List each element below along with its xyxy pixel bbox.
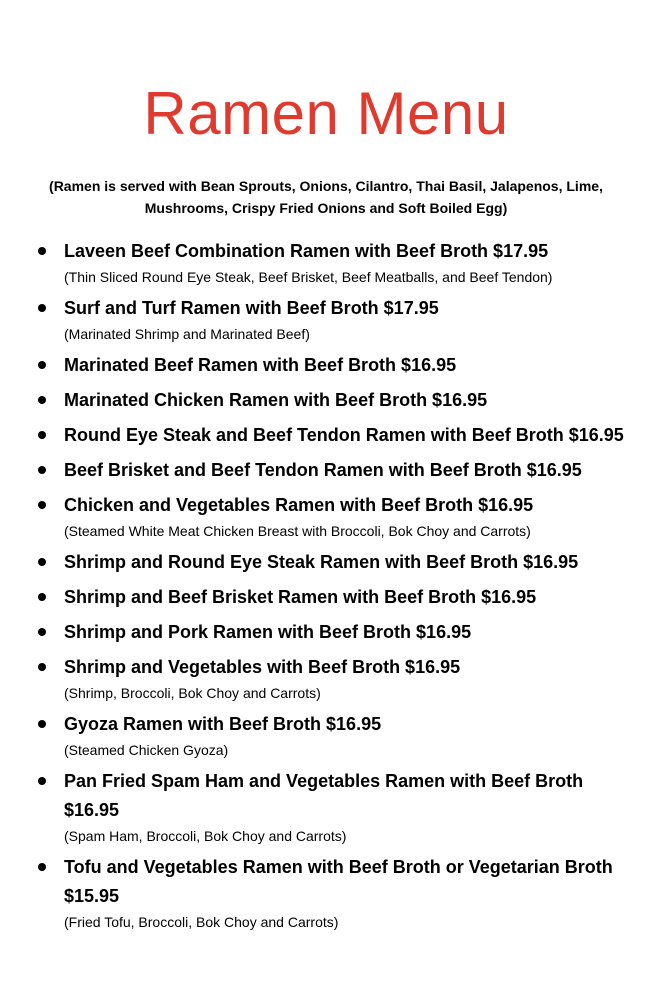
menu-item bbox=[0, 710, 652, 761]
bullet-icon bbox=[38, 593, 46, 601]
menu-item bbox=[0, 351, 652, 380]
menu-item bbox=[0, 421, 652, 450]
menu-item bbox=[0, 491, 652, 542]
menu-item-name: Round Eye Steak and Beef Tendon Ramen with Beef Broth $16.95 bbox=[64, 425, 624, 445]
menu-item-description: (Fried Tofu, Broccoli, Bok Choy and Carrots) bbox=[64, 914, 339, 930]
menu-item-name: Marinated Chicken Ramen with Beef Broth $16.95 bbox=[64, 390, 488, 410]
menu-item bbox=[0, 853, 652, 933]
menu-item-description: (Thin Sliced Round Eye Steak, Beef Brisket, Beef Meatballs, and Beef Tendon) bbox=[64, 269, 553, 285]
bullet-icon bbox=[38, 247, 46, 255]
bullet-icon bbox=[38, 663, 46, 671]
menu-item-name: Tofu and Vegetables Ramen with Beef Broth or Vegetarian Broth $15.95 bbox=[64, 857, 613, 906]
bullet-icon bbox=[38, 720, 46, 728]
menu-item bbox=[0, 294, 652, 345]
menu-item bbox=[0, 767, 652, 847]
menu-item-name: Laveen Beef Combination Ramen with Beef Broth $17.95 bbox=[64, 241, 549, 261]
menu-item-name: Marinated Beef Ramen with Beef Broth $16.95 bbox=[64, 355, 457, 375]
menu-item-name: Shrimp and Round Eye Steak Ramen with Beef Broth $16.95 bbox=[64, 552, 579, 572]
menu-item-description: (Steamed Chicken Gyoza) bbox=[64, 742, 229, 758]
menu-item-description: (Marinated Shrimp and Marinated Beef) bbox=[64, 326, 310, 342]
bullet-icon bbox=[38, 304, 46, 312]
menu-item-name: Shrimp and Vegetables with Beef Broth $16.95 bbox=[64, 657, 461, 677]
menu-item bbox=[0, 456, 652, 485]
bullet-icon bbox=[38, 466, 46, 474]
menu-item-description: (Spam Ham, Broccoli, Bok Choy and Carrots) bbox=[64, 828, 347, 844]
menu-item-name: Beef Brisket and Beef Tendon Ramen with Beef Broth $16.95 bbox=[64, 460, 582, 480]
menu-item bbox=[0, 237, 652, 288]
menu-item bbox=[0, 583, 652, 612]
bullet-icon bbox=[38, 501, 46, 509]
bullet-icon bbox=[38, 558, 46, 566]
menu-item-name: Gyoza Ramen with Beef Broth $16.95 bbox=[64, 714, 382, 734]
menu-item bbox=[0, 618, 652, 647]
menu-item-name: Pan Fried Spam Ham and Vegetables Ramen with Beef Broth $16.95 bbox=[64, 771, 584, 820]
menu-item bbox=[0, 548, 652, 577]
menu-item-name: Shrimp and Pork Ramen with Beef Broth $16.95 bbox=[64, 622, 472, 642]
menu-item-description: (Steamed White Meat Chicken Breast with Broccoli, Bok Choy and Carrots) bbox=[64, 523, 531, 539]
bullet-icon bbox=[38, 396, 46, 404]
menu-item bbox=[0, 653, 652, 704]
bullet-icon bbox=[38, 777, 46, 785]
menu-item-name: Surf and Turf Ramen with Beef Broth $17.95 bbox=[64, 298, 439, 318]
serving-note: (Ramen is served with Bean Sprouts, Onions, Cilantro, Thai Basil, Jalapenos, Lime, Mushrooms, Crispy Fried Onions and Soft Boiled Egg) bbox=[49, 178, 603, 216]
bullet-icon bbox=[38, 863, 46, 871]
menu-item-description: (Shrimp, Broccoli, Bok Choy and Carrots) bbox=[64, 685, 321, 701]
bullet-icon bbox=[38, 431, 46, 439]
menu-item bbox=[0, 386, 652, 415]
bullet-icon bbox=[38, 361, 46, 369]
bullet-icon bbox=[38, 628, 46, 636]
page-title: Ramen Menu bbox=[143, 80, 509, 147]
menu-item-name: Chicken and Vegetables Ramen with Beef Broth $16.95 bbox=[64, 495, 534, 515]
menu-list bbox=[0, 237, 652, 939]
menu-item-name: Shrimp and Beef Brisket Ramen with Beef Broth $16.95 bbox=[64, 587, 537, 607]
